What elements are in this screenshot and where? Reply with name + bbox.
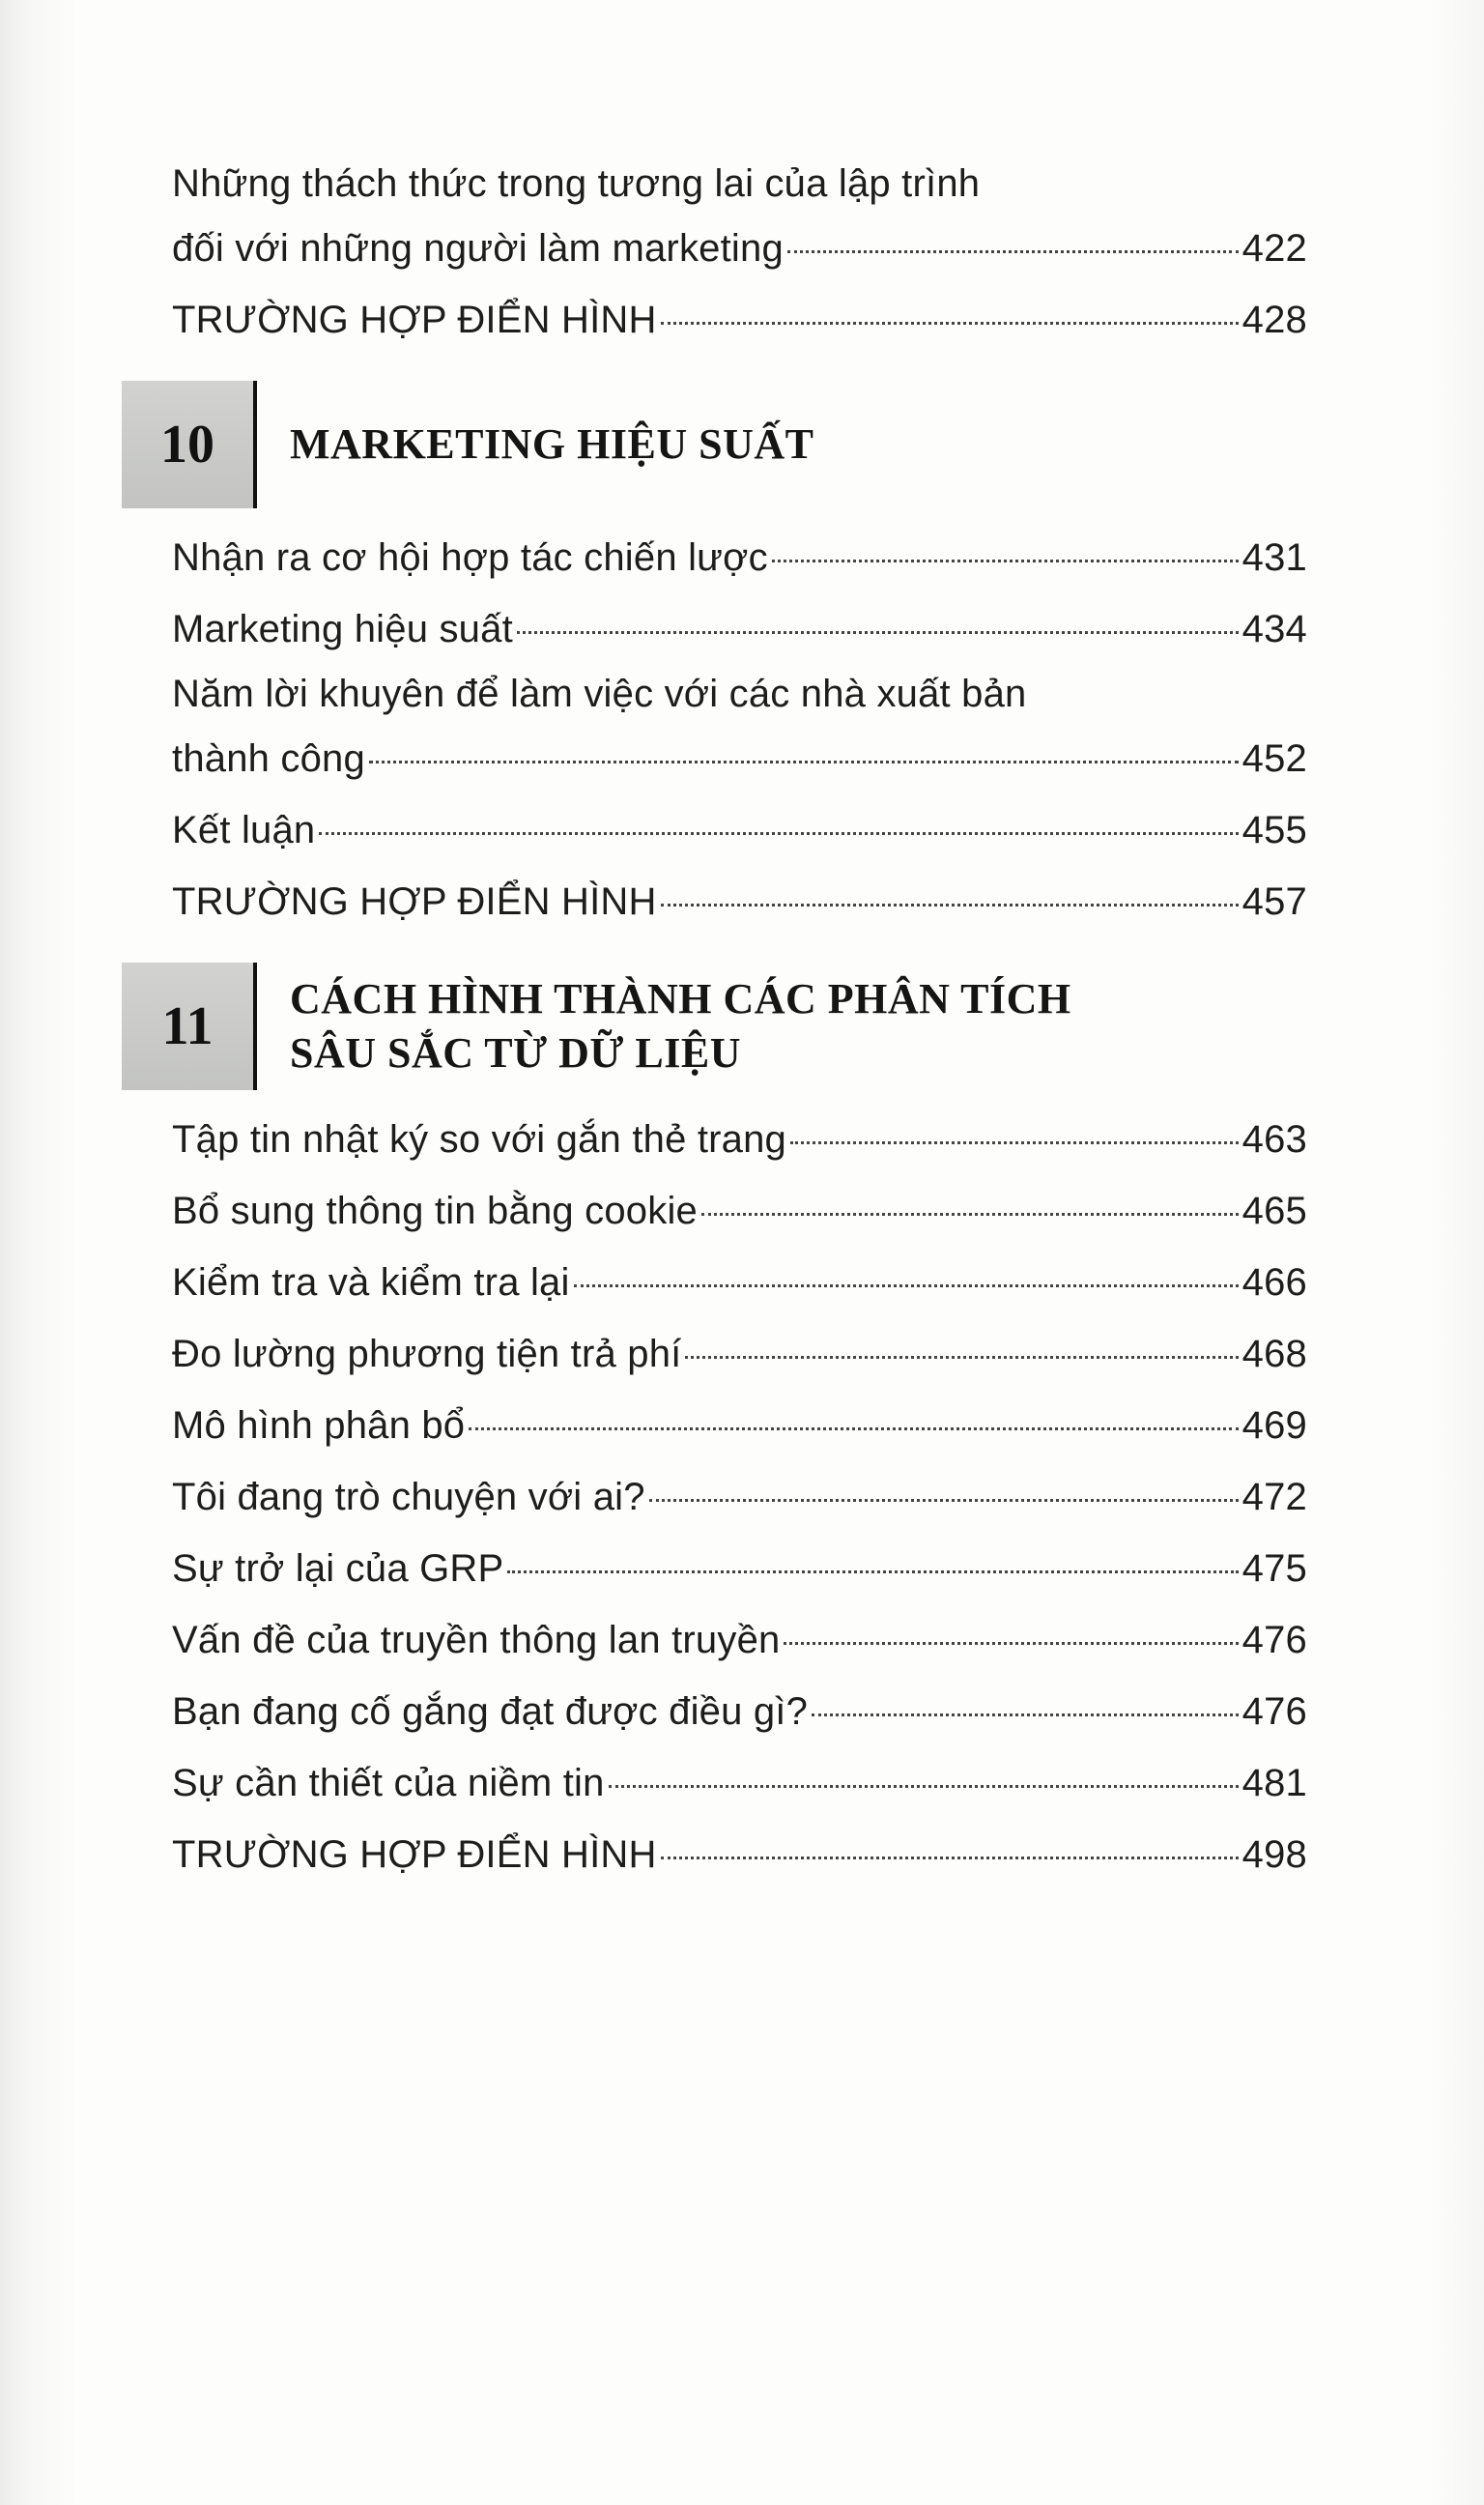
toc-entry-line: [172, 1318, 1307, 1390]
chapter-title: [290, 972, 1071, 1080]
toc-entry[interactable]: [172, 665, 1307, 794]
toc-page-number: 498: [1241, 1833, 1307, 1876]
toc-page-number: 475: [1241, 1547, 1307, 1590]
toc-page-number: 463: [1241, 1118, 1307, 1161]
chapter-number: 10: [122, 381, 253, 508]
toc-entry-line: [172, 284, 1307, 356]
dot-leader: [649, 1499, 1239, 1502]
dot-leader: [812, 1713, 1239, 1716]
toc-entry[interactable]: [172, 1175, 1307, 1247]
toc-page-number: 472: [1241, 1476, 1307, 1518]
table-of-contents: [160, 155, 1307, 1890]
dot-leader: [574, 1284, 1239, 1287]
toc-entry-title: Sự cần thiết của niềm tin: [172, 1762, 605, 1804]
toc-entry[interactable]: [172, 1676, 1307, 1747]
toc-entry[interactable]: [172, 1318, 1307, 1390]
toc-entry-line: [172, 1104, 1307, 1175]
toc-entry-title-first-line: Những thách thức trong tương lai của lập trình: [172, 162, 981, 205]
toc-entry-title: Đo lường phương tiện trả phí: [172, 1333, 682, 1375]
toc-entry-title: Nhận ra cơ hội hợp tác chiến lược: [172, 536, 768, 579]
toc-entry[interactable]: [172, 866, 1307, 937]
dot-leader: [469, 1427, 1238, 1430]
toc-entry-line: [172, 213, 1307, 284]
toc-entry[interactable]: [172, 794, 1307, 866]
toc-entry-title: Bổ sung thông tin bằng cookie: [172, 1190, 698, 1232]
toc-entry[interactable]: [172, 1819, 1307, 1890]
toc-entry[interactable]: [172, 1461, 1307, 1533]
toc-entry-line: [172, 723, 1307, 794]
toc-page-number: 431: [1241, 536, 1307, 579]
toc-page-number: 422: [1241, 227, 1307, 270]
toc-entry-title: TRƯỜNG HỢP ĐIỂN HÌNH: [172, 880, 657, 923]
toc-page-number: 468: [1241, 1333, 1307, 1375]
toc-entry-title: Vấn đề của truyền thông lan truyền: [172, 1619, 781, 1661]
toc-entry-title: Tôi đang trò chuyện với ai?: [172, 1476, 645, 1518]
toc-entry-title: Tập tin nhật ký so với gắn thẻ trang: [172, 1118, 787, 1161]
chapter-title-line: CÁCH HÌNH THÀNH CÁC PHÂN TÍCH: [290, 975, 1071, 1022]
chapter-number: 11: [122, 963, 253, 1090]
toc-entry-line: [172, 794, 1307, 866]
toc-entry-line: [172, 1676, 1307, 1747]
toc-page-number: 428: [1241, 299, 1307, 341]
toc-entry[interactable]: [172, 1104, 1307, 1175]
toc-entry-line: [172, 1533, 1307, 1604]
chapter-heading: [122, 381, 1307, 508]
toc-entry[interactable]: [172, 1747, 1307, 1819]
toc-entry-title: Marketing hiệu suất: [172, 608, 513, 650]
toc-page-number: 434: [1241, 608, 1307, 650]
dot-leader: [772, 560, 1239, 562]
dot-leader: [787, 250, 1239, 253]
toc-page-number: 457: [1241, 880, 1307, 923]
toc-entry[interactable]: [172, 284, 1307, 356]
dot-leader: [685, 1356, 1238, 1359]
toc-entry[interactable]: [172, 593, 1307, 665]
dot-leader: [369, 761, 1239, 763]
toc-entry-title: TRƯỜNG HỢP ĐIỂN HÌNH: [172, 299, 657, 341]
dot-leader: [661, 904, 1239, 907]
dot-leader: [790, 1141, 1239, 1144]
dot-leader: [784, 1642, 1238, 1645]
dot-leader: [517, 631, 1239, 634]
chapter-title-line: MARKETING HIỆU SUẤT: [290, 420, 814, 468]
toc-entry[interactable]: [172, 522, 1307, 593]
toc-entry[interactable]: [172, 1604, 1307, 1676]
toc-entry-title: Bạn đang cố gắng đạt được điều gì?: [172, 1690, 809, 1733]
dot-leader: [701, 1213, 1239, 1216]
toc-entry-line: [172, 1604, 1307, 1676]
toc-entry[interactable]: [172, 1247, 1307, 1318]
dot-leader: [319, 832, 1238, 835]
dot-leader: [661, 1857, 1239, 1859]
toc-entry-title: Sự trở lại của GRP: [172, 1547, 504, 1590]
toc-entry-title: thành công: [172, 737, 365, 780]
toc-page-number: 452: [1241, 737, 1307, 780]
toc-entry-line: [172, 1819, 1307, 1890]
chapter-divider-bar: [253, 381, 257, 508]
toc-entry-line: [172, 593, 1307, 665]
toc-page-number: 465: [1241, 1190, 1307, 1232]
toc-entry-line: [172, 1390, 1307, 1461]
toc-entry-line: [172, 1175, 1307, 1247]
toc-page-number: 469: [1241, 1404, 1307, 1447]
toc-entry-line: [172, 1247, 1307, 1318]
chapter-title-line: SÂU SẮC TỪ DỮ LIỆU: [290, 1029, 742, 1077]
chapter-divider-bar: [253, 963, 257, 1090]
toc-entry-title: Kết luận: [172, 809, 316, 851]
chapter-title: [290, 418, 813, 472]
toc-page-number: 466: [1241, 1261, 1307, 1304]
toc-entry[interactable]: [172, 155, 1307, 284]
dot-leader: [661, 322, 1239, 325]
toc-page-number: 455: [1241, 809, 1307, 851]
dot-leader: [609, 1785, 1239, 1788]
toc-entry-line: [172, 522, 1307, 593]
toc-page-number: 476: [1241, 1690, 1307, 1733]
toc-entry-line: [172, 1461, 1307, 1533]
toc-entry-title-first-line: Năm lời khuyên để làm việc với các nhà xuất bản: [172, 673, 1027, 715]
toc-entry[interactable]: [172, 1390, 1307, 1461]
toc-page-number: 481: [1241, 1762, 1307, 1804]
toc-entry-line: [172, 866, 1307, 937]
toc-page-number: 476: [1241, 1619, 1307, 1661]
chapter-heading: [122, 963, 1307, 1090]
toc-entry-title: TRƯỜNG HỢP ĐIỂN HÌNH: [172, 1833, 657, 1876]
toc-entry[interactable]: [172, 1533, 1307, 1604]
toc-entry-title: đối với những người làm marketing: [172, 227, 784, 270]
toc-entry-title: Mô hình phân bổ: [172, 1404, 466, 1447]
dot-leader: [507, 1570, 1238, 1573]
toc-entry-line: [172, 1747, 1307, 1819]
toc-entry-title: Kiểm tra và kiểm tra lại: [172, 1261, 570, 1304]
